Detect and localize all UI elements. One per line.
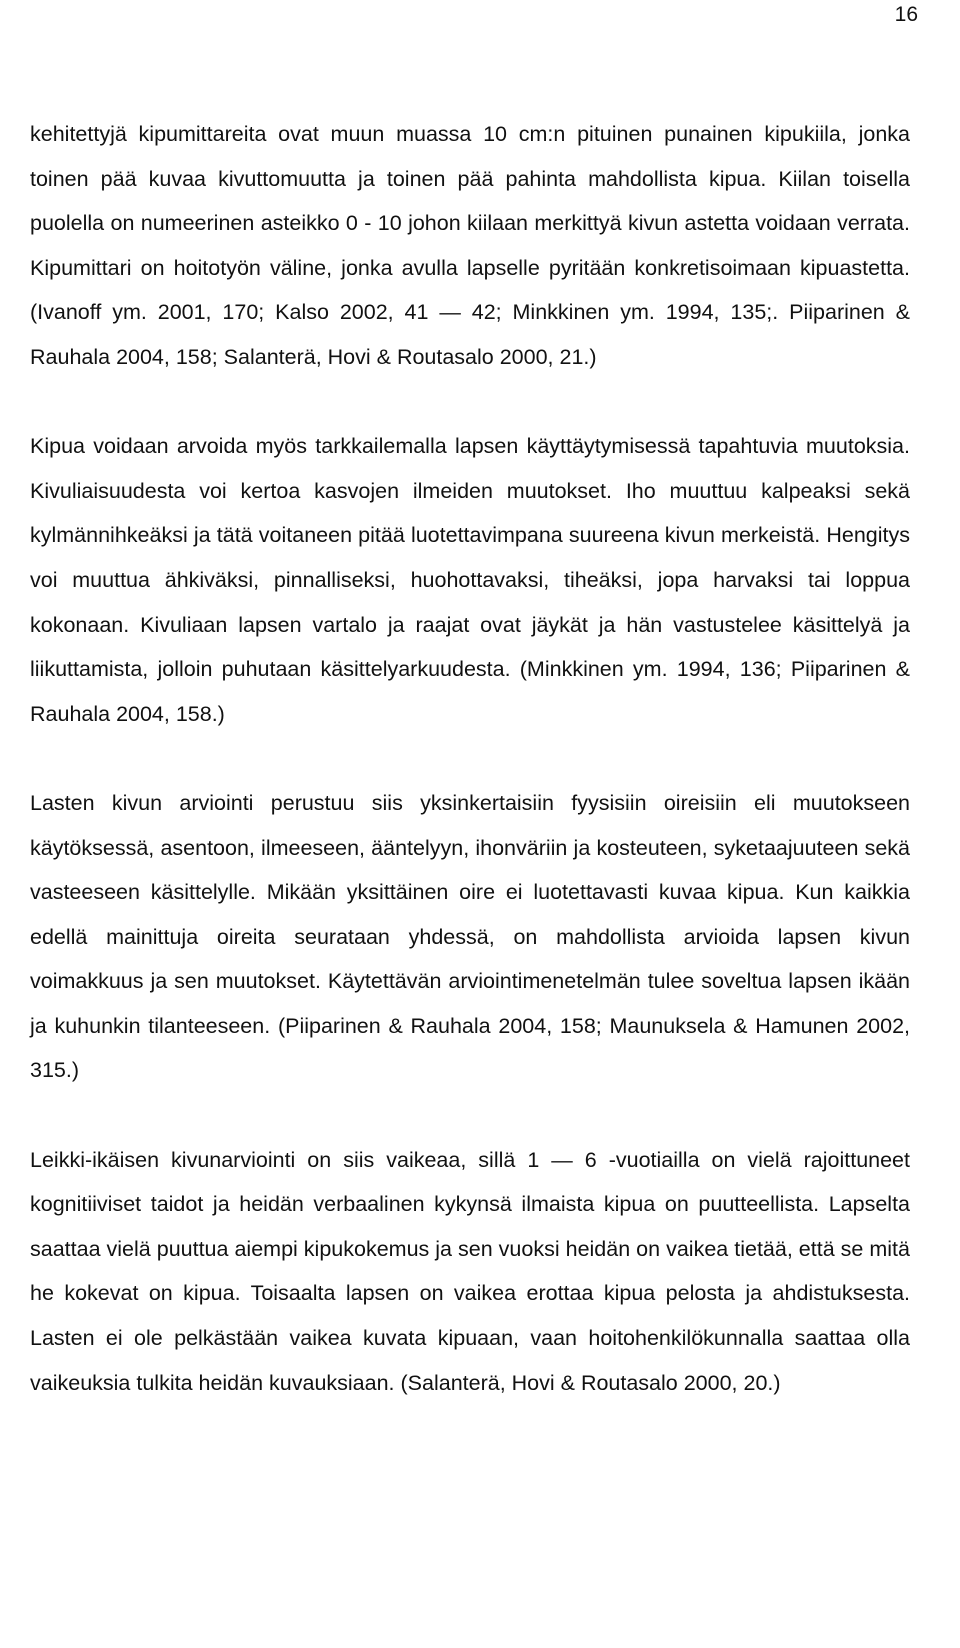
paragraph-behavior-observation: Kipua voidaan arvoida myös tarkkailemalla lapsen käyttäytymisessä tapahtuvia muutoksia. Kivuliaisuudesta voi kertoa kasvojen ilmeiden muutokset. Iho muuttuu kalpeaksi sekä kylmännihkeäksi ja tätä voitaneen pitää luotettavimpana suureena kivun merkeistä. Hengitys voi muuttua ähkiväksi, pinnalliseksi, huohottavaksi, tiheäksi, jopa harvaksi tai loppua kokonaan. Kivuliaan lapsen vartalo ja raajat ovat jäykät ja hän vastustelee käsittelyä ja liikuttamista, jolloin puhutaan käsittelyarkuudesta. (Minkkinen ym. 1994, 136; Piiparinen & Rauhala 2004, 158.) [30,434,910,726]
paragraph-preschool-assessment: Leikki-ikäisen kivunarviointi on siis vaikeaa, sillä 1 — 6 -vuotiailla on vielä rajoittuneet kognitiiviset taidot ja heidän verbaalinen kykynsä ilmaista kipua on puutteellista. Lapselta saattaa vielä puuttua aiempi kipukokemus ja sen vuoksi heidän on vaikea tietää, että se mitä he kokevat on kipua. Toisaalta lapsen on vaikea erottaa kipua pelosta ja ahdistuksesta. Lasten ei ole pelkästään vaikea kuvata kipuaan, vaan hoitohenkilökunnalla saattaa olla vaikeuksia tulkita heidän kuvauksiaan. (Salanterä, Hovi & Routasalo 2000, 20.) [30,1147,910,1395]
paragraph-physical-symptoms: Lasten kivun arviointi perustuu siis yksinkertaisiin fyysisiin oireisiin eli muutokseen käytöksessä, asentoon, ilmeeseen, ääntelyyn, ihonväriin ja kosteuteen, syketaajuuteen sekä vasteeseen käsittelylle. Mikään yksittäinen oire ei luotettavasti kuvaa kipua. Kun kaikkia edellä mainittuja oireita seurataan yhdessä, on mahdollista arvioida lapsen kivun voimakkuus ja sen muutokset. Käytettävän arviointimenetelmän tulee soveltua lapsen ikään ja kuhunkin tilanteeseen. (Piiparinen & Rauhala 2004, 158; Maunuksela & Hamunen 2002, 315.) [30,790,910,1083]
document-body [30,112,910,1405]
page-number: 16 [894,3,918,26]
paragraph-pain-meters: kehitettyjä kipumittareita ovat muun muassa 10 cm:n pituinen punainen kipukiila, jonka toinen pää kuvaa kivuttomuutta ja toinen pää pahinta mahdollista kipua. Kiilan toisella puolella on numeerinen asteikko 0 - 10 johon kiilaan merkittyä kivun astetta voidaan verrata. Kipumittari on hoitotyön väline, jonka avulla lapselle pyritään konkretisoimaan kipuastetta. (Ivanoff ym. 2001, 170; Kalso 2002, 41 — 42; Minkkinen ym. 1994, 135;. Piiparinen & Rauhala 2004, 158; Salanterä, Hovi & Routasalo 2000, 21.) [30,122,910,369]
